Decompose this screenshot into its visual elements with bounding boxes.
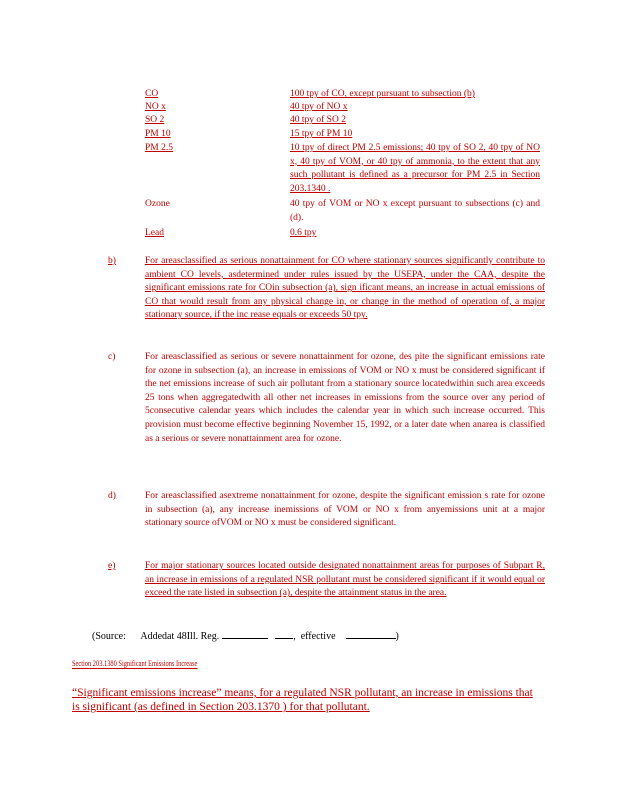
subsection-label: e) [108,561,116,571]
pollutant-limit: 0.6 tpy [290,228,317,238]
pollutant-name: Ozone [145,199,170,209]
source-note [92,628,399,642]
pollutant-limit: 40 tpy of VOM or NO x except pursuant to subsections (c) and (d). [290,199,540,223]
pollutant-name: PM 10 [145,129,171,139]
pollutant-limit: 10 tpy of direct PM 2.5 emissions; 40 tpy of SO 2, 40 tpy of NO x, 40 tpy of VOM, or 40 tpy of ammonia, to the extent that any such pollutant is defined as a precursor for PM 2.5 in Section 203.1340 . [290,143,540,194]
pollutant-name: CO [145,89,159,99]
pollutant-limit: 40 tpy of SO 2 [290,115,346,125]
source-effective: effective [300,631,336,642]
subsection-label: b) [108,256,116,266]
subsection-label: d) [108,491,116,501]
pollutant-name: PM 2.5 [145,143,173,153]
subsection-text: For areasclassified as serious nonattainment for CO where stationary sources significantly contribute to ambient CO levels, asdetermined under rules issued by the USEPA, under the CAA, despite the significant emissions rate for COin subsection (a), sign ificant means, an increase in actual emissions of CO that would result from any physical change in, or change in the method of operation of, a major stationary source, if the inc rease equals or exceeds 50 tpy. [145,256,545,321]
source-close: ) [395,631,399,642]
section-heading: Section 203.1380 Significant Emissions Increase [72,659,198,668]
register-blank [222,628,268,639]
pollutant-limit: 40 tpy of NO x [290,102,348,112]
pollutant-limit: 15 tpy of PM 10 [290,129,353,139]
pollutant-name: SO 2 [145,115,165,125]
source-comma: , [293,631,296,642]
pollutant-name: NO x [145,102,166,112]
pollutant-name: Lead [145,228,164,238]
register-page-blank [275,628,293,639]
subsection-label: c) [108,352,116,362]
subsection-text: For areasclassified as serious or severe nonattainment for ozone, des pite the significant emissions rate for ozone in subsection (a), an increase in emissions of VOM or NO x must be considered significant if the net emissions increase of such air pollutant from a stationary source locatedwithin such area exceeds 25 tons when aggregatedwith all other net increases in emissions from the source over any period of 5consecutive calendar years which includes the calendar year in which such increase occurred. This provision must become effective beginning November 15, 1992, or a later date when anarea is classified as a serious or severe nonattainment area for ozone. [145,352,545,444]
source-middle: Addedat 48Ill. Reg. [140,631,220,642]
effective-date-blank [346,628,396,639]
subsection-text: For major stationary sources located outside designated nonattainment areas for purposes of Subpart R, an increase in emissions of a regulated NSR pollutant must be considered significant if it would equal or exceed the rate listed in subsection (a), despite the attainment status in the area. [145,561,545,599]
pollutant-limit: 100 tpy of CO, except pursuant to subsection (b) [290,89,475,99]
section-definition: “Significant emissions increase” means, for a regulated NSR pollutant, an increase in emissions that is significant (as defined in Section 203.1370 ) for that pollutant. [72,687,533,713]
subsection-text: For areasclassified asextreme nonattainment for ozone, despite the significant emission s rate for ozone in subsection (a), any increase inemissions of VOM or NO x from anyemissions unit at a major stationary source ofVOM or NO x must be considered significant. [145,491,545,529]
source-prefix: (Source: [92,631,126,642]
